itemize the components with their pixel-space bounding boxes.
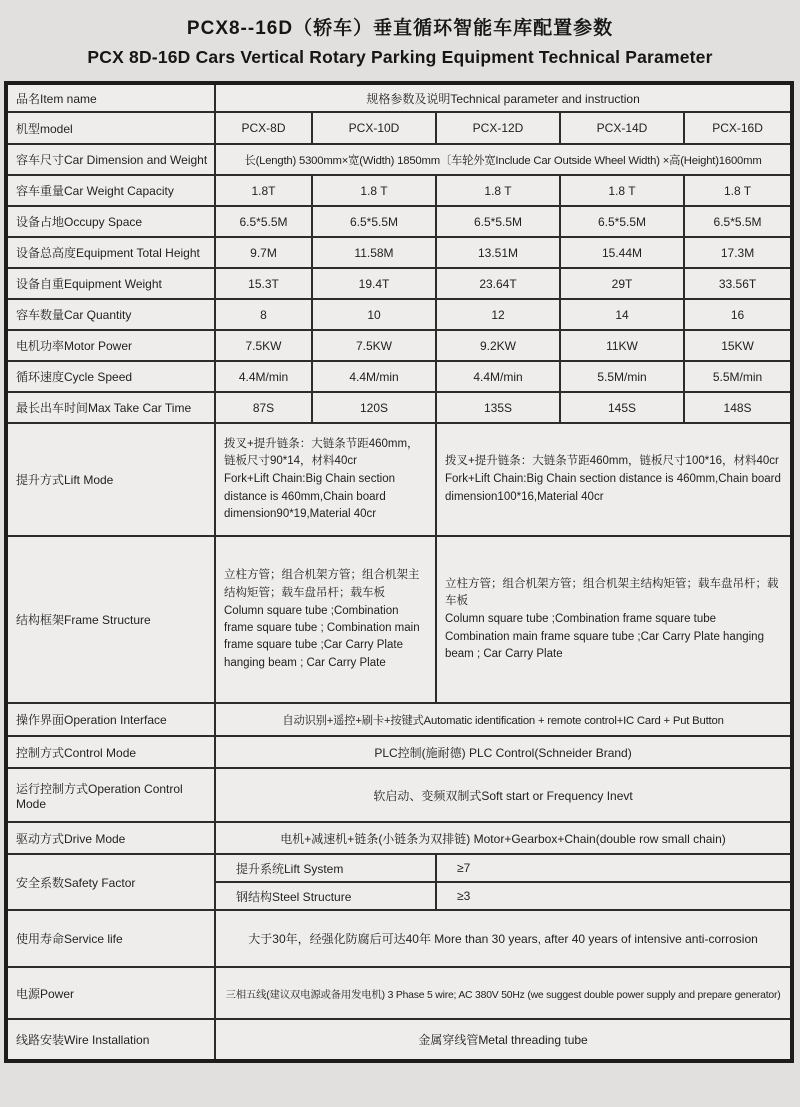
cell-value: 17.3M xyxy=(684,237,792,268)
cell-value: 6.5*5.5M xyxy=(684,206,792,237)
table-row xyxy=(6,822,792,854)
model-name: PCX-14D xyxy=(560,112,684,144)
frame-structure-large-models xyxy=(436,536,792,703)
frame-structure-small-zh: 立柱方管；组合机架方管；组合机架主结构矩管；载车盘吊杆；载车板 xyxy=(224,569,420,599)
cell-value: 120S xyxy=(312,392,436,423)
table-row xyxy=(6,206,792,237)
page-title-english: PCX 8D-16D Cars Vertical Rotary Parking Equipment Technical Parameter xyxy=(87,47,713,67)
table-row xyxy=(6,83,792,112)
cell-value: 135S xyxy=(436,392,560,423)
safety-factor-label: 安全系数Safety Factor xyxy=(6,854,215,910)
safety-factor-value: ≥7 xyxy=(436,854,792,882)
table-row xyxy=(6,144,792,175)
cell-value: 4.4M/min xyxy=(215,361,312,392)
model-name: PCX-12D xyxy=(436,112,560,144)
table-row xyxy=(6,768,792,822)
cell-value: 148S xyxy=(684,392,792,423)
cell-value: 145S xyxy=(560,392,684,423)
frame-structure-large-en: Column square tube ;Combination frame square tube Combination main frame square tube ;Car Carry Plate hanging beam ; Car Carry Plate xyxy=(445,613,764,660)
cell-value: 16 xyxy=(684,299,792,330)
lift-mode-small-models xyxy=(215,423,436,536)
cell-value: 6.5*5.5M xyxy=(215,206,312,237)
cell-value: 6.5*5.5M xyxy=(312,206,436,237)
cell-value: 1.8 T xyxy=(312,175,436,206)
cell-value: 13.51M xyxy=(436,237,560,268)
table-row xyxy=(6,703,792,736)
control-mode-value: PLC控制(施耐德) PLC Control(Schneider Brand) xyxy=(215,736,792,768)
row-label: 循环速度Cycle Speed xyxy=(6,361,215,392)
cell-value: 9.7M xyxy=(215,237,312,268)
item-name-label: 品名Item name xyxy=(6,83,215,112)
cell-value: 9.2KW xyxy=(436,330,560,361)
table-row xyxy=(6,330,792,361)
row-label: 电机功率Motor Power xyxy=(6,330,215,361)
cell-value: 1.8T xyxy=(215,175,312,206)
title-block xyxy=(0,0,800,68)
row-label: 容车数量Car Quantity xyxy=(6,299,215,330)
cell-value: 11.58M xyxy=(312,237,436,268)
cell-value: 12 xyxy=(436,299,560,330)
row-label: 最长出车时间Max Take Car Time xyxy=(6,392,215,423)
table-row xyxy=(6,854,792,882)
cell-value: 15.3T xyxy=(215,268,312,299)
lift-mode-large-en: Fork+Lift Chain:Big Chain section distance is 460mm,Chain board dimension100*16,Material 40cr xyxy=(445,473,781,503)
cell-value: 19.4T xyxy=(312,268,436,299)
technical-parameter-table xyxy=(4,81,794,1063)
power-value: 三相五线(建议双电源或备用发电机) 3 Phase 5 wire; AC 380V 50Hz (we suggest double power supply and prepare generator) xyxy=(215,967,792,1019)
cell-value: 7.5KW xyxy=(215,330,312,361)
frame-structure-label: 结构框架Frame Structure xyxy=(6,536,215,703)
table-row xyxy=(6,910,792,967)
model-name: PCX-16D xyxy=(684,112,792,144)
operation-control-mode-value: 软启动、变频双制式Soft start or Frequency Inevt xyxy=(215,768,792,822)
table-row xyxy=(6,268,792,299)
cell-value: 14 xyxy=(560,299,684,330)
operation-control-mode-label: 运行控制方式Operation Control Mode xyxy=(6,768,215,822)
cell-value: 33.56T xyxy=(684,268,792,299)
cell-value: 7.5KW xyxy=(312,330,436,361)
cell-value: 29T xyxy=(560,268,684,299)
model-label: 机型model xyxy=(6,112,215,144)
drive-mode-value: 电机+减速机+链条(小链条为双排链) Motor+Gearbox+Chain(double row small chain) xyxy=(215,822,792,854)
table-row xyxy=(6,112,792,144)
service-life-value: 大于30年，经强化防腐后可达40年 More than 30 years, after 40 years of intensive anti-corrosion xyxy=(215,910,792,967)
cell-value: 15.44M xyxy=(560,237,684,268)
wire-installation-value: 金属穿线管Metal threading tube xyxy=(215,1019,792,1061)
table-row xyxy=(6,967,792,1019)
cell-value: 4.4M/min xyxy=(436,361,560,392)
cell-value: 1.8 T xyxy=(560,175,684,206)
operation-interface-value: 自动识别+遥控+刷卡+按键式Automatic identification + remote control+IC Card + Put Button xyxy=(215,703,792,736)
wire-installation-label: 线路安装Wire Installation xyxy=(6,1019,215,1061)
table-row xyxy=(6,536,792,703)
power-label: 电源Power xyxy=(6,967,215,1019)
cell-value: 10 xyxy=(312,299,436,330)
cell-value: 87S xyxy=(215,392,312,423)
dimension-label: 容车尺寸Car Dimension and Weight xyxy=(6,144,215,175)
lift-mode-large-models xyxy=(436,423,792,536)
table-row xyxy=(6,237,792,268)
spec-header: 规格参数及说明Technical parameter and instruction xyxy=(215,83,792,112)
cell-value: 5.5M/min xyxy=(560,361,684,392)
operation-interface-label: 操作界面Operation Interface xyxy=(6,703,215,736)
dimension-value: 长(Length) 5300mm×宽(Width) 1850mm〔车轮外宽Include Car Outside Wheel Width) ×高(Height)1600mm xyxy=(215,144,792,175)
cell-value: 15KW xyxy=(684,330,792,361)
table-row xyxy=(6,736,792,768)
table-row xyxy=(6,1019,792,1061)
cell-value: 1.8 T xyxy=(684,175,792,206)
safety-factor-item: 钢结构Steel Structure xyxy=(215,882,436,910)
lift-mode-small-en: Fork+Lift Chain:Big Chain section distance is 460mm,Chain board dimension90*19,Material 40cr xyxy=(224,473,395,520)
model-name: PCX-10D xyxy=(312,112,436,144)
frame-structure-small-models xyxy=(215,536,436,703)
cell-value: 5.5M/min xyxy=(684,361,792,392)
service-life-label: 使用寿命Service life xyxy=(6,910,215,967)
cell-value: 23.64T xyxy=(436,268,560,299)
model-name: PCX-8D xyxy=(215,112,312,144)
cell-value: 4.4M/min xyxy=(312,361,436,392)
drive-mode-label: 驱动方式Drive Mode xyxy=(6,822,215,854)
lift-mode-large-zh: 拨叉+提升链条：大链条节距460mm，链板尺寸100*16，材料40cr xyxy=(445,455,779,468)
frame-structure-small-en: Column square tube ;Combination frame square tube ; Combination main frame square tube ;Car Carry Plate hanging beam ; Car Carry Plate xyxy=(224,604,420,669)
safety-factor-item: 提升系统Lift System xyxy=(215,854,436,882)
safety-factor-value: ≥3 xyxy=(436,882,792,910)
page-title-chinese: PCX8--16D（轿车）垂直循环智能车库配置参数 xyxy=(186,18,614,39)
frame-structure-large-zh: 立柱方管；组合机架方管；组合机架主结构矩管；载车盘吊杆；载车板 xyxy=(445,577,779,608)
table-row xyxy=(6,423,792,536)
table-row xyxy=(6,361,792,392)
cell-value: 6.5*5.5M xyxy=(436,206,560,237)
lift-mode-small-zh: 拨叉+提升链条：大链条节距460mm，链板尺寸90*14，材料40cr xyxy=(224,437,419,468)
table-row xyxy=(6,392,792,423)
row-label: 设备总高度Equipment Total Height xyxy=(6,237,215,268)
control-mode-label: 控制方式Control Mode xyxy=(6,736,215,768)
table-row xyxy=(6,175,792,206)
row-label: 设备占地Occupy Space xyxy=(6,206,215,237)
cell-value: 6.5*5.5M xyxy=(560,206,684,237)
cell-value: 1.8 T xyxy=(436,175,560,206)
cell-value: 11KW xyxy=(560,330,684,361)
row-label: 设备自重Equipment Weight xyxy=(6,268,215,299)
table-row xyxy=(6,299,792,330)
lift-mode-label: 提升方式Lift Mode xyxy=(6,423,215,536)
cell-value: 8 xyxy=(215,299,312,330)
row-label: 容车重量Car Weight Capacity xyxy=(6,175,215,206)
